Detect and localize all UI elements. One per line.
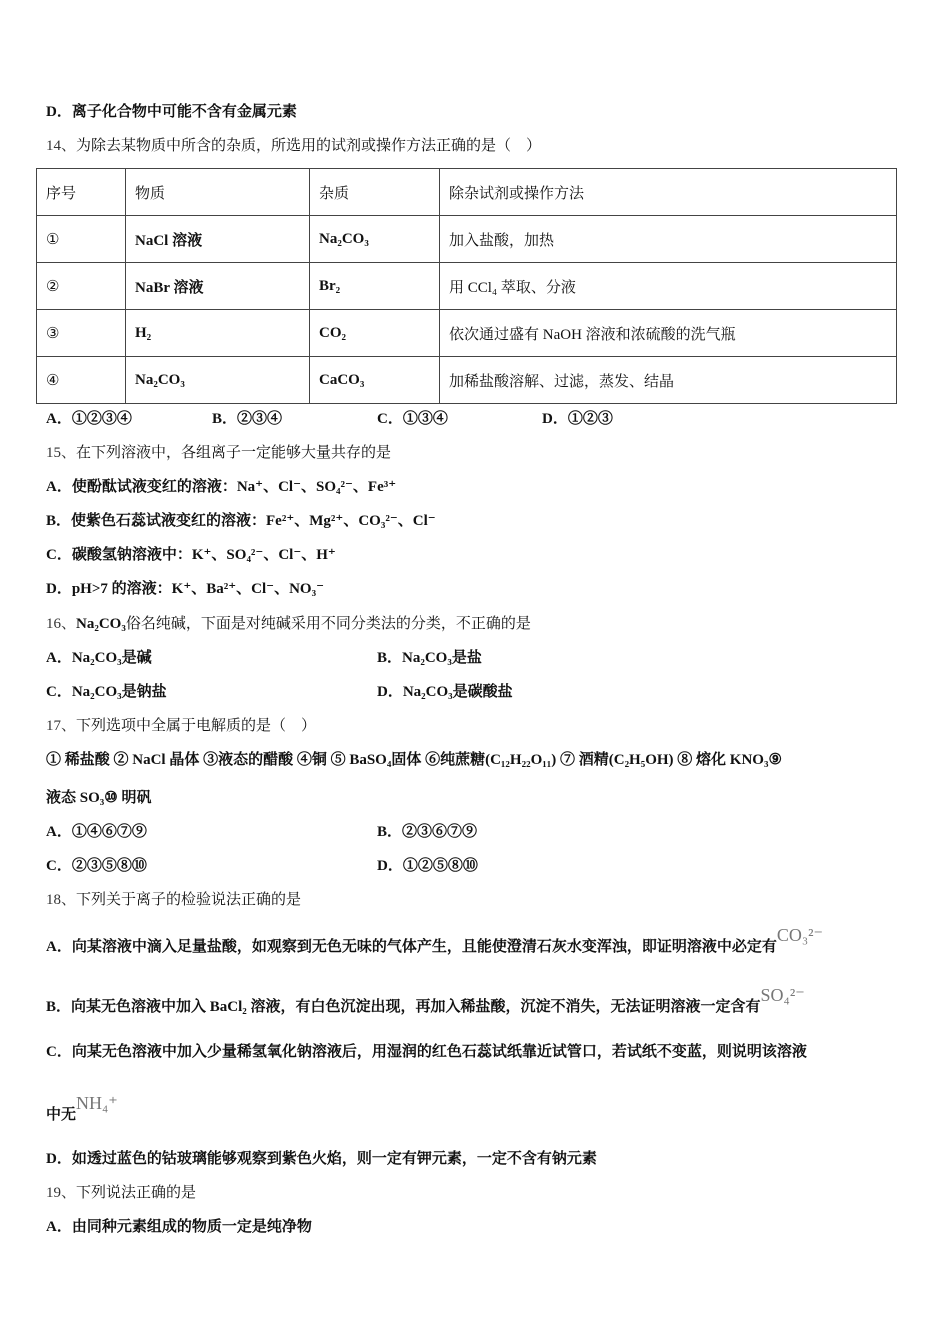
- table-row: [37, 310, 897, 357]
- option-letter: C．: [46, 684, 72, 700]
- q17-items-line2: 液态 SO₃⑩ 明矾: [46, 790, 152, 806]
- option-letter: D．: [542, 411, 568, 427]
- row-number: ②: [37, 263, 126, 310]
- substance-cell: Na₂CO₃: [126, 357, 310, 404]
- option-text: 向某无色溶液中加入少量稀氢氧化钠溶液后，用湿润的红色石蕊试纸靠近试管口，若试纸不变蓝，则说明该溶液: [71, 1044, 807, 1060]
- question-text: 下列说法正确的是: [76, 1185, 197, 1201]
- q19-option-a: [46, 1217, 312, 1237]
- q18-option-c-cont: [46, 1093, 118, 1125]
- option-letter: B．: [377, 824, 403, 840]
- option-text: ②③⑥⑦⑨: [402, 824, 478, 840]
- q18-option-b: [46, 985, 805, 1017]
- option-letter: A．: [46, 824, 72, 840]
- row-number: ③: [37, 310, 126, 357]
- method-cell: 用 CCl₄ 萃取、分液: [440, 263, 897, 310]
- option-text: ①④⑥⑦⑨: [71, 824, 147, 840]
- question-number: 16、: [46, 616, 77, 632]
- table-header-row: [37, 169, 897, 216]
- question-number: 18、: [46, 892, 77, 908]
- table-row: [37, 263, 897, 310]
- option-letter: B．: [46, 513, 72, 529]
- q17-stem: [46, 716, 316, 736]
- option-letter: B．: [46, 999, 72, 1015]
- q16-option-c: [46, 682, 167, 702]
- option-letter: A．: [46, 650, 72, 666]
- ion-formula: NH₄⁺: [76, 1093, 118, 1113]
- substance-cell: H₂: [126, 310, 310, 357]
- q19-stem: [46, 1183, 196, 1203]
- option-text: ①②③④: [71, 411, 132, 427]
- q15-option-d: [46, 579, 324, 599]
- question-number: 14、: [46, 138, 77, 154]
- option-letter: A．: [46, 939, 72, 955]
- option-letter: A．: [46, 411, 72, 427]
- option-text: 碳酸氢钠溶液中：K⁺、SO₄²⁻、Cl⁻、H⁺: [71, 547, 336, 563]
- header-cell: 杂质: [310, 169, 440, 216]
- q18-option-c: [46, 1042, 807, 1062]
- q17-option-c: [46, 856, 147, 876]
- q18-stem: [46, 890, 301, 910]
- row-number: ①: [37, 216, 126, 263]
- option-text: Na₂CO₃是碳酸盐: [402, 684, 513, 700]
- option-letter: D．: [46, 104, 72, 120]
- option-letter: A．: [46, 479, 72, 495]
- option-text: 使紫色石蕊试液变红的溶液：Fe²⁺、Mg²⁺、CO₃²⁻、Cl⁻: [71, 513, 436, 529]
- option-text: ①②③: [567, 411, 613, 427]
- option-text: ②③⑤⑧⑩: [71, 858, 147, 874]
- question-number: 15、: [46, 445, 77, 461]
- option-text: pH>7 的溶液：K⁺、Ba²⁺、Cl⁻、NO₃⁻: [71, 581, 324, 597]
- option-letter: C．: [377, 411, 403, 427]
- q14-option-b: [212, 409, 282, 429]
- method-cell: 加稀盐酸溶解、过滤，蒸发、结晶: [440, 357, 897, 404]
- option-letter: B．: [377, 650, 403, 666]
- option-letter: A．: [46, 1219, 72, 1235]
- option-letter: C．: [46, 547, 72, 563]
- q15-option-c: [46, 545, 336, 565]
- q14-option-c: [377, 409, 448, 429]
- option-text: Na₂CO₃是碱: [71, 650, 152, 666]
- option-letter: C．: [46, 1044, 72, 1060]
- table-row: [37, 357, 897, 404]
- q17-items-line1: ① 稀盐酸 ② NaCl 晶体 ③液态的醋酸 ④铜 ⑤ BaSO₄固体 ⑥纯蔗糖(C₁₂H₂₂O₁₁) ⑦ 酒精(C₂H₅OH) ⑧ 熔化 KNO₃⑨: [46, 752, 782, 768]
- option-letter: D．: [377, 858, 403, 874]
- header-cell: 物质: [126, 169, 310, 216]
- option-text: ①③④: [402, 411, 448, 427]
- row-number: ④: [37, 357, 126, 404]
- option-text: Na₂CO₃是盐: [402, 650, 482, 666]
- q17-option-a: [46, 822, 147, 842]
- q14-option-d: [542, 409, 613, 429]
- table-row: [37, 216, 897, 263]
- q15-option-b: [46, 511, 436, 531]
- q18-option-a: [46, 925, 824, 957]
- impurity-cell: Na₂CO₃: [310, 216, 440, 263]
- option-letter: D．: [377, 684, 403, 700]
- impurity-cell: CaCO₃: [310, 357, 440, 404]
- substance-cell: NaBr 溶液: [126, 263, 310, 310]
- q16-option-a: [46, 648, 152, 668]
- option-text: 向某无色溶液中加入 BaCl₂ 溶液，有白色沉淀出现，再加入稀盐酸，沉淀不消失，无法证明溶液一定含有: [71, 999, 761, 1015]
- q15-option-a: [46, 477, 396, 497]
- option-text: 如透过蓝色的钴玻璃能够观察到紫色火焰，则一定有钾元素，一定不含有钠元素: [71, 1151, 597, 1167]
- option-text: 使酚酞试液变红的溶液：Na⁺、Cl⁻、SO₄²⁻、Fe³⁺: [71, 479, 397, 495]
- option-letter: B．: [212, 411, 238, 427]
- method-cell: 加入盐酸，加热: [440, 216, 897, 263]
- q16-option-d: [377, 682, 513, 702]
- option-text: 离子化合物中可能不含有金属元素: [71, 104, 297, 120]
- ion-formula: CO₃²⁻: [776, 925, 824, 945]
- header-cell: 除杂试剂或操作方法: [440, 169, 897, 216]
- question-text: 下列选项中全属于电解质的是（ ）: [76, 718, 317, 734]
- question-number: 17、: [46, 718, 77, 734]
- option-text: 中无: [46, 1107, 77, 1123]
- option-letter: C．: [46, 858, 72, 874]
- impurity-cell: CO₂: [310, 310, 440, 357]
- q15-stem: [46, 443, 391, 463]
- question-number: 19、: [46, 1185, 77, 1201]
- option-text: ①②⑤⑧⑩: [402, 858, 478, 874]
- option-letter: D．: [46, 1151, 72, 1167]
- q17-option-d: [377, 856, 478, 876]
- q14-table: [36, 168, 897, 404]
- q14-stem: [46, 136, 541, 156]
- option-text: 由同种元素组成的物质一定是纯净物: [71, 1219, 312, 1235]
- q18-option-d: [46, 1149, 597, 1169]
- question-text: 下列关于离子的检验说法正确的是: [76, 892, 302, 908]
- q13-option-d: [46, 102, 297, 122]
- option-text: ②③④: [237, 411, 283, 427]
- q16-option-b: [377, 648, 482, 668]
- question-text: 在下列溶液中，各组离子一定能够大量共存的是: [76, 445, 392, 461]
- method-cell: 依次通过盛有 NaOH 溶液和浓硫酸的洗气瓶: [440, 310, 897, 357]
- question-text: 俗名纯碱，下面是对纯碱采用不同分类法的分类，不正确的是: [125, 616, 531, 632]
- header-cell: 序号: [37, 169, 126, 216]
- ion-formula: SO₄²⁻: [760, 985, 805, 1005]
- formula: Na₂CO₃: [76, 616, 126, 632]
- substance-cell: NaCl 溶液: [126, 216, 310, 263]
- q17-option-b: [377, 822, 477, 842]
- q14-option-a: [46, 409, 132, 429]
- option-letter: D．: [46, 581, 72, 597]
- q16-stem: [46, 614, 531, 634]
- impurity-cell: Br₂: [310, 263, 440, 310]
- option-text: Na₂CO₃是钠盐: [71, 684, 167, 700]
- option-text: 向某溶液中滴入足量盐酸，如观察到无色无味的气体产生，且能使澄清石灰水变浑浊，即证明溶液中必定有: [71, 939, 777, 955]
- question-text: 为除去某物质中所含的杂质，所选用的试剂或操作方法正确的是（ ）: [76, 138, 542, 154]
